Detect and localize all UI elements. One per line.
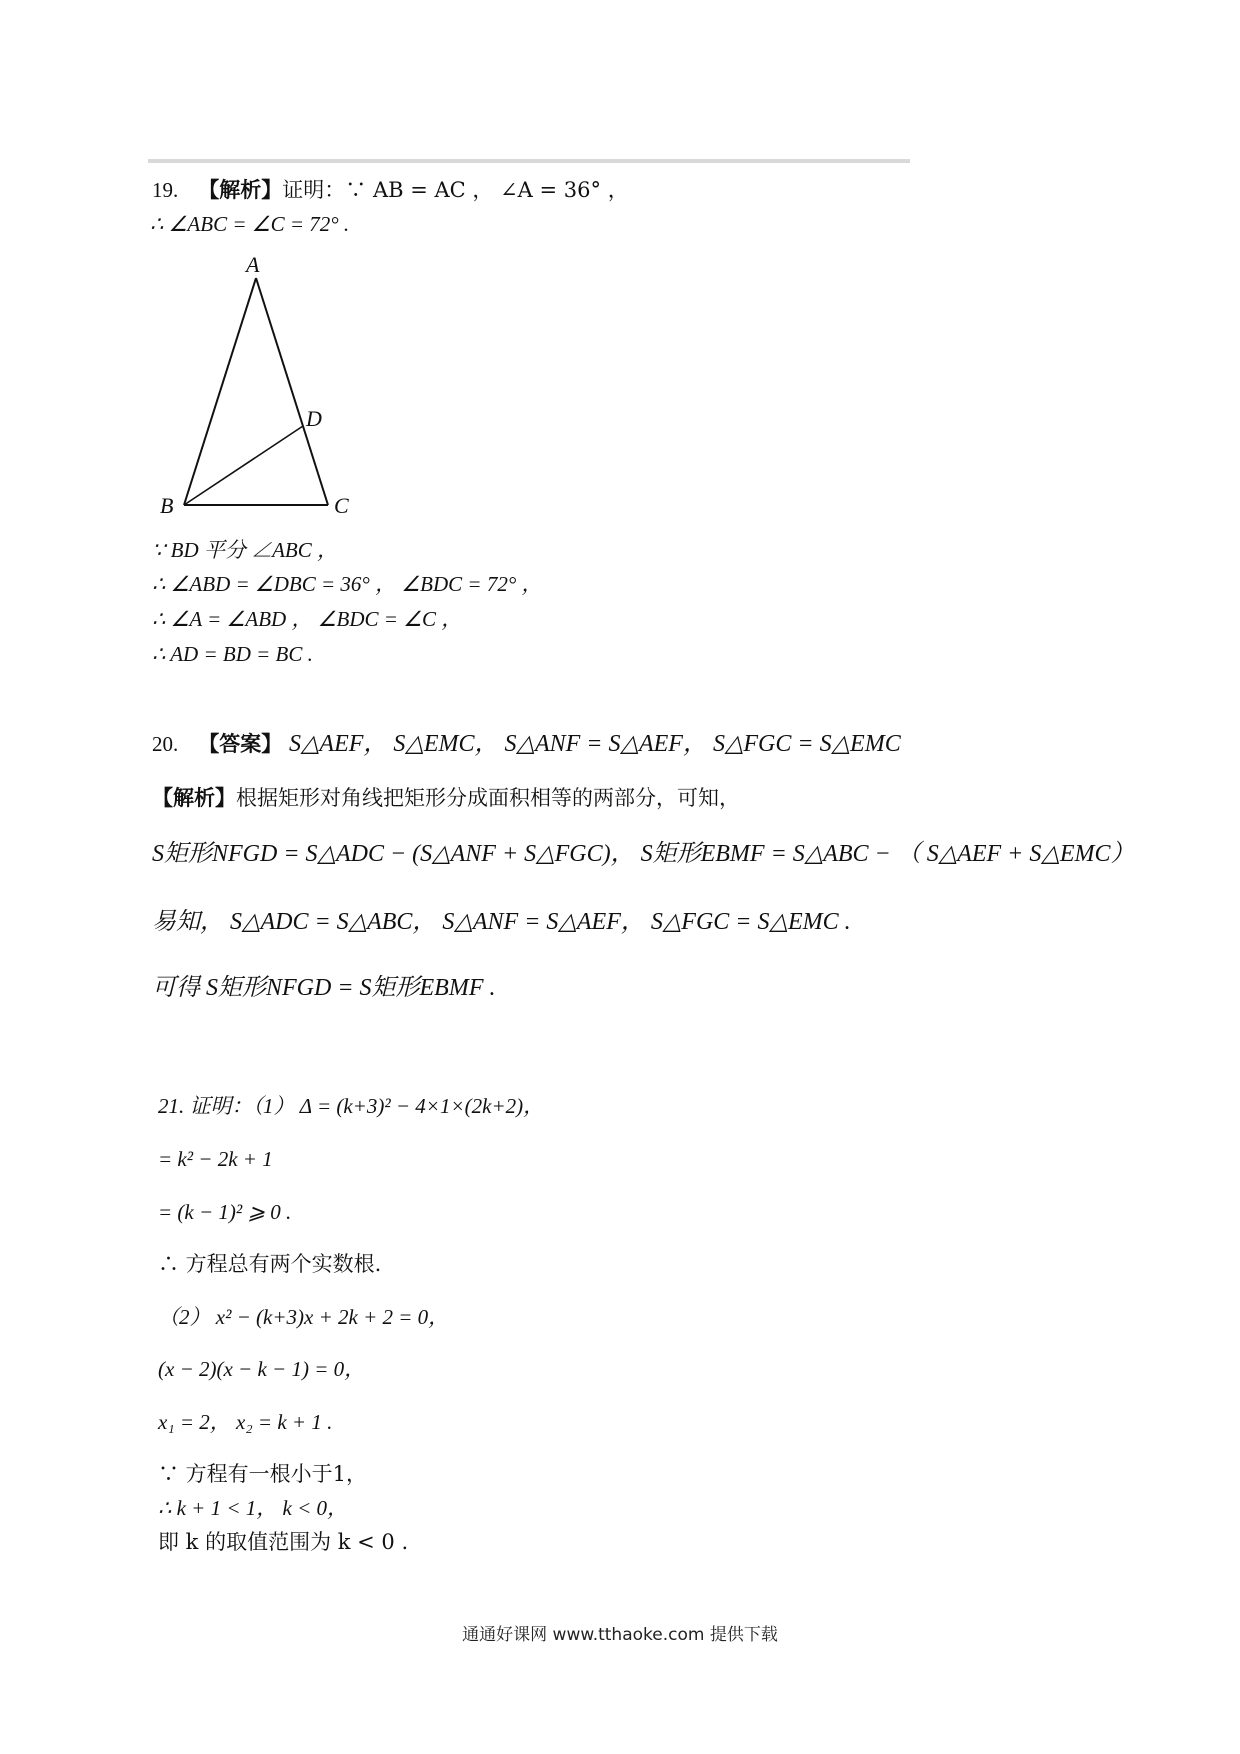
vertex-label-a: A [246, 252, 260, 277]
triangle-figure [150, 252, 370, 517]
q20-analysis-line [152, 784, 740, 812]
q19-line-4: ∴ ∠ABD = ∠DBC = 36° ， ∠BDC = 72° ， [152, 572, 543, 596]
q21-line-7: x₁ = 2， x₂ = k + 1 . [158, 1410, 333, 1434]
q20-equation-1: S矩形NFGD = S△ADC − (S△ANF + S△FGC)， S矩形EBMF = S△ABC − （ S△AEF + S△EMC） [152, 841, 1135, 867]
q21-line-3: = (k − 1)² ⩾ 0 . [158, 1200, 292, 1224]
q20-equation-3: 可得 S矩形NFGD = S矩形EBMF . [152, 975, 496, 1001]
q20-answer-text: S△AEF， S△EMC， S△ANF = S△AEF， S△FGC = S△EMC [288, 731, 901, 757]
q21-line-9: ∴ k + 1 < 1， k < 0， [158, 1496, 349, 1520]
q21-line-1: 21. 证明：（1） Δ = (k+3)² − 4×1×(2k+2)， [158, 1094, 545, 1118]
q20-answer-line [152, 730, 901, 758]
q21-line-2: = k² − 2k + 1 [158, 1147, 273, 1171]
q20-analysis-text: 根据矩形对角线把矩形分成面积相等的两部分，可知， [236, 786, 740, 810]
q21-line-5: （2） x² − (k+3)x + 2k + 2 = 0， [158, 1305, 450, 1329]
header-divider [148, 159, 910, 163]
q19-analysis-tag: 【解析】 [198, 178, 283, 202]
q19-statement: 证明：∵ AB = AC ， ∠A = 36° ， [282, 178, 629, 202]
q20-answer-tag: 【答案】 [198, 732, 283, 756]
footer-source-credit: 通通好课网 www.tthaoke.com 提供下载 [462, 1625, 778, 1645]
q21-line-6: (x − 2)(x − k − 1) = 0， [158, 1357, 366, 1381]
q19-number: 19. [152, 178, 179, 202]
point-label-d: D [306, 406, 322, 431]
q21-line-10: 即 k 的取值范围为 k < 0 . [158, 1530, 409, 1554]
vertex-label-c: C [334, 493, 349, 517]
q20-equation-2: 易知， S△ADC = S△ABC， S△ANF = S△AEF， S△FGC = S△EMC . [152, 909, 851, 935]
q19-line-2: ∴ ∠ABC = ∠C = 72° . [150, 212, 350, 236]
q20-analysis-tag: 【解析】 [152, 786, 236, 810]
q19-line-5: ∴ ∠A = ∠ABD ， ∠BDC = ∠C ， [152, 607, 463, 631]
q21-line-8: ∵ 方程有一根小于1， [158, 1462, 368, 1486]
vertex-label-b: B [160, 493, 174, 517]
q19-line-3: ∵ BD 平分 ∠ABC ， [152, 538, 339, 562]
q20-number: 20. [152, 732, 179, 756]
q21-line-4: ∴ 方程总有两个实数根. [158, 1252, 382, 1276]
q19-line-1 [152, 176, 629, 204]
q19-line-6: ∴ AD = BD = BC . [152, 642, 313, 666]
